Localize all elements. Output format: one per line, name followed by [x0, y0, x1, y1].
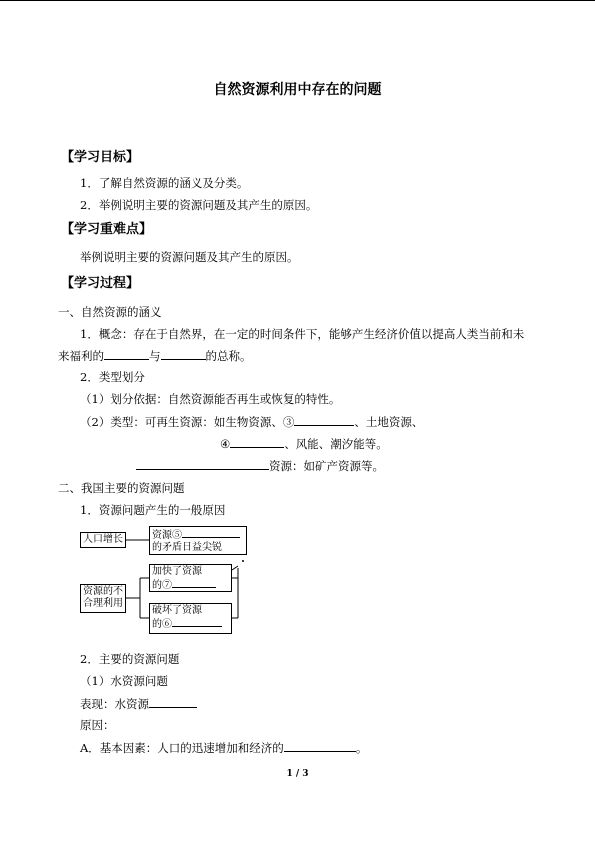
- type-renewable-line: （2）类型：可再生资源：如生物资源、③ 、土地资源、: [80, 415, 424, 429]
- water-basic-factor: A．基本因素：人口的迅速增加和经济的 。: [80, 741, 368, 755]
- cause-heading: 1．资源问题产生的一般原因: [80, 503, 226, 517]
- main-problems-heading: 2．主要的资源问题: [80, 652, 180, 666]
- misuse-box: 资源的不 合理利用: [80, 584, 126, 613]
- page-number: 1 / 3: [286, 769, 309, 779]
- blank-9: [284, 740, 356, 752]
- damage-box: 破坏了资源 的⑥: [149, 603, 232, 634]
- conflict-box: 资源⑤ 的矛盾日益尖锐: [149, 526, 247, 555]
- section-process-heading: 【学习过程】: [61, 276, 140, 291]
- section-goals-heading: 【学习目标】: [61, 150, 140, 165]
- water-reason-label: 原因：: [80, 718, 115, 732]
- type-basis: （1）划分依据：自然资源能否再生或恢复的特性。: [80, 392, 341, 406]
- type-heading: 2．类型划分: [80, 370, 145, 384]
- blank-conflict: [182, 528, 240, 538]
- water-problem-heading: （1）水资源问题: [80, 674, 168, 688]
- blank-6: [172, 617, 222, 627]
- goal-2: 2．举例说明主要的资源问题及其产生的原因。: [80, 198, 318, 212]
- key-point-1: 举例说明主要的资源问题及其产生的原因。: [80, 250, 299, 264]
- concept-line-1: 1．概念：存在于自然界，在一定的时间条件下，能够产生经济价值以提高人类当前和未: [80, 327, 525, 341]
- goal-1: 1．了解自然资源的涵义及分类。: [80, 176, 249, 190]
- type-nonrenewable-line: 资源：如矿产资源等。: [136, 458, 384, 473]
- type-renewable-line-2: ④ 、风能、潮汐能等。: [220, 437, 388, 451]
- section-key-heading: 【学习重难点】: [61, 222, 153, 237]
- concept-line-2: 来福利的 与 的总称。: [58, 349, 252, 363]
- population-growth-box: 人口增长: [80, 532, 126, 548]
- part2-heading: 二、我国主要的资源问题: [58, 481, 185, 495]
- part1-heading: 一、自然资源的涵义: [58, 305, 162, 319]
- water-manifestation: 表现：水资源: [80, 696, 197, 711]
- blank-7: [172, 578, 216, 588]
- page-title: 自然资源利用中存在的问题: [213, 82, 382, 98]
- blank-8: [149, 696, 197, 708]
- accelerate-box: 加快了资源 的⑦: [149, 564, 232, 592]
